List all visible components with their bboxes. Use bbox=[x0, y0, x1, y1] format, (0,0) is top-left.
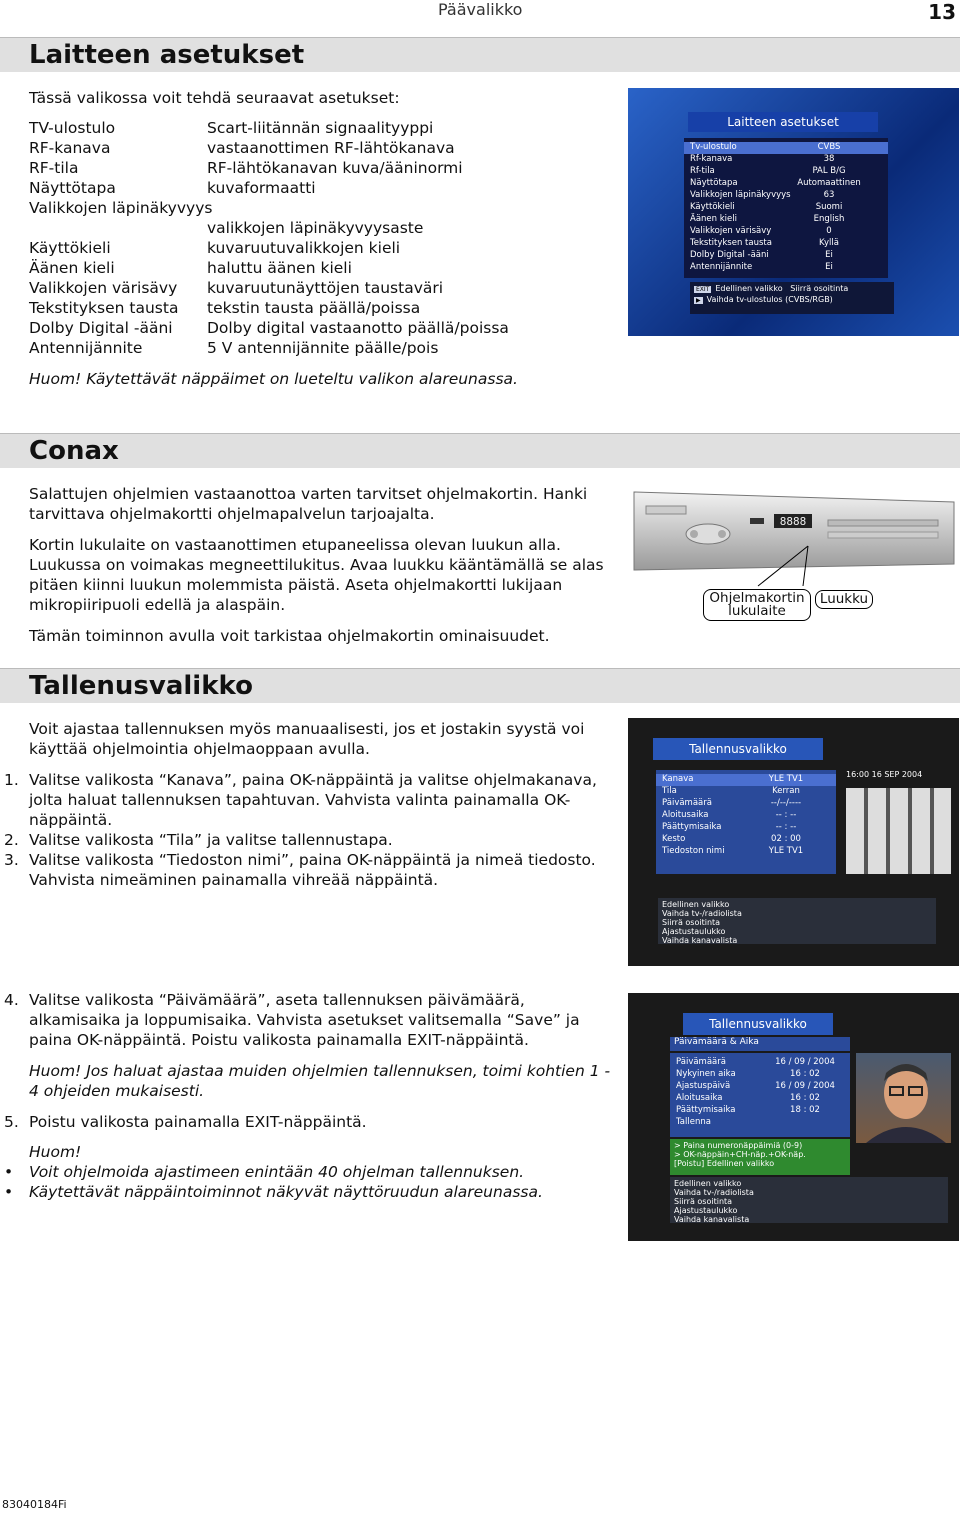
setting-label: Dolby Digital -ääni bbox=[29, 319, 173, 337]
step-text: Valitse valikosta “Tiedoston nimi”, paina OK-näppäintä ja nimeä tiedosto. Vahvista nimeäminen painamalla vihreää näppäintä. bbox=[29, 851, 596, 889]
presenter-image bbox=[856, 1053, 951, 1143]
setting-description: kuvaruutunäyttöjen taustaväri bbox=[207, 279, 444, 297]
step-number: 3. bbox=[4, 851, 19, 869]
bullet-text: Voit ohjelmoida ajastimeen enintään 40 ohjelman tallennuksen. bbox=[29, 1163, 525, 1181]
setting-label: Käyttökieli bbox=[29, 239, 111, 257]
note-text: Huom! Käytettävät näppäimet on lueteltu valikon alareunassa. bbox=[29, 370, 518, 388]
setting-description: RF-lähtökanavan kuva/ääninormi bbox=[207, 159, 463, 177]
intro-text: Tässä valikossa voit tehdä seuraavat asetukset: bbox=[29, 89, 400, 107]
screen-menu-key: Nykyinen aika bbox=[676, 1069, 736, 1079]
receiver-illustration bbox=[628, 486, 959, 596]
setting-description: vastaanottimen RF-lähtökanava bbox=[207, 139, 455, 157]
screen-menu-row bbox=[684, 166, 888, 178]
screen-menu-key: Tv-ulostulo bbox=[690, 142, 737, 152]
screen-menu-value: 02 : 00 bbox=[771, 834, 801, 844]
recording-screenshot-1 bbox=[628, 718, 959, 966]
screen-menu-value: Ei bbox=[825, 262, 833, 272]
screen-footer bbox=[658, 898, 936, 944]
screen-menu-key: Äänen kieli bbox=[690, 214, 737, 224]
screen-menu-value: -- : -- bbox=[775, 822, 797, 832]
footer-hint: Siirrä osoitinta bbox=[790, 284, 849, 293]
screen-menu-key: Kesto bbox=[662, 834, 686, 844]
screen-menu-row bbox=[670, 1057, 850, 1069]
screen-title: Laitteen asetukset bbox=[688, 112, 878, 132]
document-code: 83040184Fi bbox=[2, 1498, 67, 1511]
step-text: Valitse valikosta “Tila” ja valitse tallennustapa. bbox=[29, 831, 393, 849]
setting-label: Valikkojen läpinäkyvyys bbox=[29, 199, 213, 217]
screen-menu-row bbox=[670, 1069, 850, 1081]
section-title: Laitteen asetukset bbox=[29, 40, 305, 70]
screen-menu-row bbox=[684, 226, 888, 238]
screen-menu-row bbox=[656, 846, 836, 858]
bullet-text: Käytettävät näppäintoiminnot näkyvät näyttöruudun alareunassa. bbox=[29, 1183, 543, 1201]
screen-menu-row bbox=[684, 238, 888, 250]
setting-label: Valikkojen värisävy bbox=[29, 279, 178, 297]
screen-menu-row bbox=[656, 786, 836, 798]
step-number: 4. bbox=[4, 991, 19, 1009]
screen-title: Tallennusvalikko bbox=[683, 1013, 833, 1035]
footer-hint: Ajastustaulukko bbox=[662, 927, 726, 936]
screen-menu-row bbox=[684, 262, 888, 274]
setting-description: 5 V antennijännite päälle/pois bbox=[207, 339, 439, 357]
screen-menu-key: Päättymisaika bbox=[676, 1105, 736, 1115]
footer-hint: Edellinen valikko bbox=[715, 284, 783, 293]
screen-menu-row bbox=[656, 810, 836, 822]
screen-menu-key: Tiedoston nimi bbox=[662, 846, 725, 856]
setting-label: Äänen kieli bbox=[29, 259, 115, 277]
section-title: Tallenusvalikko bbox=[29, 671, 253, 701]
screen-menu-value: CVBS bbox=[817, 142, 841, 152]
screen-menu-row bbox=[656, 798, 836, 810]
setting-description: kuvaformaatti bbox=[207, 179, 316, 197]
screen-menu-value: Ei bbox=[825, 250, 833, 260]
screen-menu-value: 38 bbox=[823, 154, 835, 164]
screen-menu-row bbox=[684, 154, 888, 166]
screen-footer bbox=[690, 282, 894, 314]
setting-label: Antennijännite bbox=[29, 339, 143, 357]
bullet-icon: • bbox=[4, 1163, 14, 1181]
screen-menu-row bbox=[670, 1117, 850, 1129]
step-number: 2. bbox=[4, 831, 19, 849]
setting-label: Näyttötapa bbox=[29, 179, 116, 197]
step-text: Valitse valikosta “Kanava”, paina OK-näppäintä ja valitse ohjelmakanava, jolta haluat tallennuksen tapahtuvan. Vahvista valinta painamalla OK-näppäintä. bbox=[29, 771, 597, 829]
step-text: Poistu valikosta painamalla EXIT-näppäintä. bbox=[29, 1113, 367, 1131]
footer-hint: Vaihda tv-/radiolista bbox=[662, 909, 742, 918]
screen-menu-value: Suomi bbox=[815, 202, 843, 212]
section-title: Conax bbox=[29, 436, 119, 466]
section-header-bar bbox=[0, 37, 960, 72]
screen-menu-value: 16 / 09 / 2004 bbox=[775, 1081, 835, 1091]
step-text: Valitse valikosta “Päivämäärä”, aseta tallennuksen päivämäärä, alkamisaika ja loppumisaika. Vahvista asetukset valitsemalla “Save” ja paina OK-näppäintä. Poistu valikosta painamalla EXIT-näppäintä. bbox=[29, 991, 580, 1049]
screen-menu-value: Automaattinen bbox=[797, 178, 861, 188]
setting-label: Tekstityksen tausta bbox=[29, 299, 179, 317]
bullet-icon: • bbox=[4, 1183, 14, 1201]
screen-menu-key: Rf-kanava bbox=[690, 154, 733, 164]
paragraph: Voit ajastaa tallennuksen myös manuaalisesti, jos et jostakin syystä voi käyttää ohjelmointia ohjelmaoppaan avulla. bbox=[29, 720, 585, 758]
setting-description: tekstin tausta päällä/poissa bbox=[207, 299, 421, 317]
screen-menu-value: English bbox=[813, 214, 845, 224]
screen-menu-panel bbox=[670, 1053, 850, 1137]
screen-menu-key: Antennijännite bbox=[690, 262, 753, 272]
hint-line: [Poistu] Edellinen valikko bbox=[674, 1159, 775, 1168]
screen-menu-key: Tallenna bbox=[676, 1117, 711, 1127]
screen-menu-key: Rf-tila bbox=[690, 166, 715, 176]
screen-menu-key: Päivämäärä bbox=[676, 1057, 726, 1067]
exit-key-badge: EXIT bbox=[696, 286, 710, 293]
section-header-bar bbox=[0, 433, 960, 468]
footer-hint: Edellinen valikko bbox=[674, 1179, 742, 1188]
screen-menu-key: Ajastuspäivä bbox=[676, 1081, 731, 1091]
setting-description: valikkojen läpinäkyvyysaste bbox=[207, 219, 424, 237]
screen-menu-row bbox=[656, 834, 836, 846]
screen-menu-value: 18 : 02 bbox=[790, 1105, 820, 1115]
footer-hint: Vaihda kanavalista bbox=[674, 1215, 750, 1224]
screen-menu-row bbox=[684, 142, 888, 154]
screen-subtitle: Päivämäärä & Aika bbox=[670, 1037, 850, 1051]
screen-menu-key: Käyttökieli bbox=[690, 202, 735, 212]
screen-menu-value: Kerran bbox=[772, 786, 800, 796]
screen-menu-row bbox=[656, 774, 836, 786]
page-number: 13 bbox=[928, 0, 956, 24]
footer-hint: Vaihda tv-ulostulos (CVBS/RGB) bbox=[706, 295, 833, 304]
screen-menu-value: 16 : 02 bbox=[790, 1069, 820, 1079]
screen-menu-value: YLE TV1 bbox=[768, 846, 804, 856]
screen-menu-key: Tila bbox=[662, 786, 677, 796]
hint-line: > Paina numeronäppäimiä (0-9) bbox=[674, 1141, 803, 1150]
setting-label: TV-ulostulo bbox=[29, 119, 116, 137]
screen-menu-row bbox=[684, 178, 888, 190]
setting-description: Scart-liitännän signaalityyppi bbox=[207, 119, 434, 137]
screen-menu-key: Tekstityksen tausta bbox=[690, 238, 772, 248]
screen-menu-row bbox=[684, 190, 888, 202]
screen-menu-key: Kanava bbox=[662, 774, 694, 784]
screen-menu-row bbox=[670, 1093, 850, 1105]
setting-label: RF-kanava bbox=[29, 139, 111, 157]
setting-description: haluttu äänen kieli bbox=[207, 259, 352, 277]
footer-hint: Vaihda kanavalista bbox=[662, 936, 738, 945]
screen-menu-key: Päivämäärä bbox=[662, 798, 712, 808]
screen-menu-key: Dolby Digital -ääni bbox=[690, 250, 769, 260]
screen-menu-row bbox=[670, 1081, 850, 1093]
screen-menu-value: Kyllä bbox=[819, 238, 839, 248]
paragraph: Kortin lukulaite on vastaanottimen etupaneelissa olevan luukun alla. Luukussa on voimakas megneettilukitus. Avaa luukku kääntämällä se alas pitäen kiinni luukun molemmista päistä. Aseta ohjelmakortti lukijaan mikropiiripuoli edellä ja alaspäin. bbox=[29, 536, 604, 614]
settings-screenshot bbox=[628, 88, 959, 336]
screen-menu-value: PAL B/G bbox=[812, 166, 846, 176]
footer-hint: Ajastustaulukko bbox=[674, 1206, 738, 1215]
screen-title: Tallennusvalikko bbox=[653, 738, 823, 760]
screen-menu-value: 16 / 09 / 2004 bbox=[775, 1057, 835, 1067]
display-digits: 8888 bbox=[779, 515, 807, 528]
hatch-callout: Luukku bbox=[815, 590, 873, 609]
section-header-bar bbox=[0, 668, 960, 703]
screen-menu-row bbox=[670, 1105, 850, 1117]
hint-panel bbox=[670, 1139, 850, 1175]
setting-description: Dolby digital vastaanotto päällä/poissa bbox=[207, 319, 509, 337]
hint-line: > OK-näppäin+CH-näp.+OK-näp. bbox=[674, 1150, 806, 1159]
screen-footer bbox=[670, 1177, 948, 1223]
card-reader-callout: Ohjelmakortin lukulaite bbox=[703, 589, 811, 621]
screen-menu-value: 16 : 02 bbox=[790, 1093, 820, 1103]
screen-menu-value: -- : -- bbox=[775, 810, 797, 820]
screen-menu-value: 63 bbox=[823, 190, 835, 200]
screen-menu-key: Päättymisaika bbox=[662, 822, 722, 832]
screen-menu-row bbox=[656, 822, 836, 834]
screen-clock: 16:00 16 SEP 2004 bbox=[846, 770, 923, 779]
screen-menu-row bbox=[684, 250, 888, 262]
recording-screenshot-2 bbox=[628, 993, 959, 1241]
footer-hint: Siirrä osoitinta bbox=[674, 1197, 733, 1206]
video-preview bbox=[846, 788, 951, 874]
note-text: Huom! Jos haluat ajastaa muiden ohjelmien tallennuksen, toimi kohtien 1 - 4 ohjeiden mukaisesti. bbox=[29, 1062, 611, 1100]
footer-hint: Edellinen valikko bbox=[662, 900, 730, 909]
screen-menu-panel bbox=[656, 770, 836, 874]
footer-hint: Siirrä osoitinta bbox=[662, 918, 721, 927]
header-menu-label: Päävalikko bbox=[438, 0, 523, 19]
screen-menu-row bbox=[684, 202, 888, 214]
step-number: 1. bbox=[4, 771, 19, 789]
screen-menu-key: Aloitusaika bbox=[662, 810, 709, 820]
screen-menu-key: Aloitusaika bbox=[676, 1093, 723, 1103]
setting-description: kuvaruutuvalikkojen kieli bbox=[207, 239, 401, 257]
screen-menu-value: --/--/---- bbox=[770, 798, 802, 808]
screen-menu-key: Näyttötapa bbox=[690, 178, 738, 188]
paragraph: Salattujen ohjelmien vastaanottoa varten tarvitset ohjelmakortin. Hanki tarvittava ohjelmakortti ohjelmapalvelun tarjoajalta. bbox=[29, 485, 588, 523]
note-heading: Huom! bbox=[29, 1143, 82, 1161]
screen-menu-value: 0 bbox=[826, 226, 832, 236]
screen-menu-row bbox=[684, 214, 888, 226]
screen-menu-value: YLE TV1 bbox=[768, 774, 804, 784]
footer-hint: Vaihda tv-/radiolista bbox=[674, 1188, 754, 1197]
step-number: 5. bbox=[4, 1113, 19, 1131]
screen-menu-key: Valikkojen värisävy bbox=[690, 226, 772, 236]
screen-menu-key: Valikkojen läpinäkyvyys bbox=[690, 190, 791, 200]
key-badge: ▶ bbox=[696, 297, 701, 304]
setting-label: RF-tila bbox=[29, 159, 79, 177]
paragraph: Tämän toiminnon avulla voit tarkistaa ohjelmakortin ominaisuudet. bbox=[29, 627, 550, 645]
screen-menu-panel bbox=[684, 138, 888, 278]
